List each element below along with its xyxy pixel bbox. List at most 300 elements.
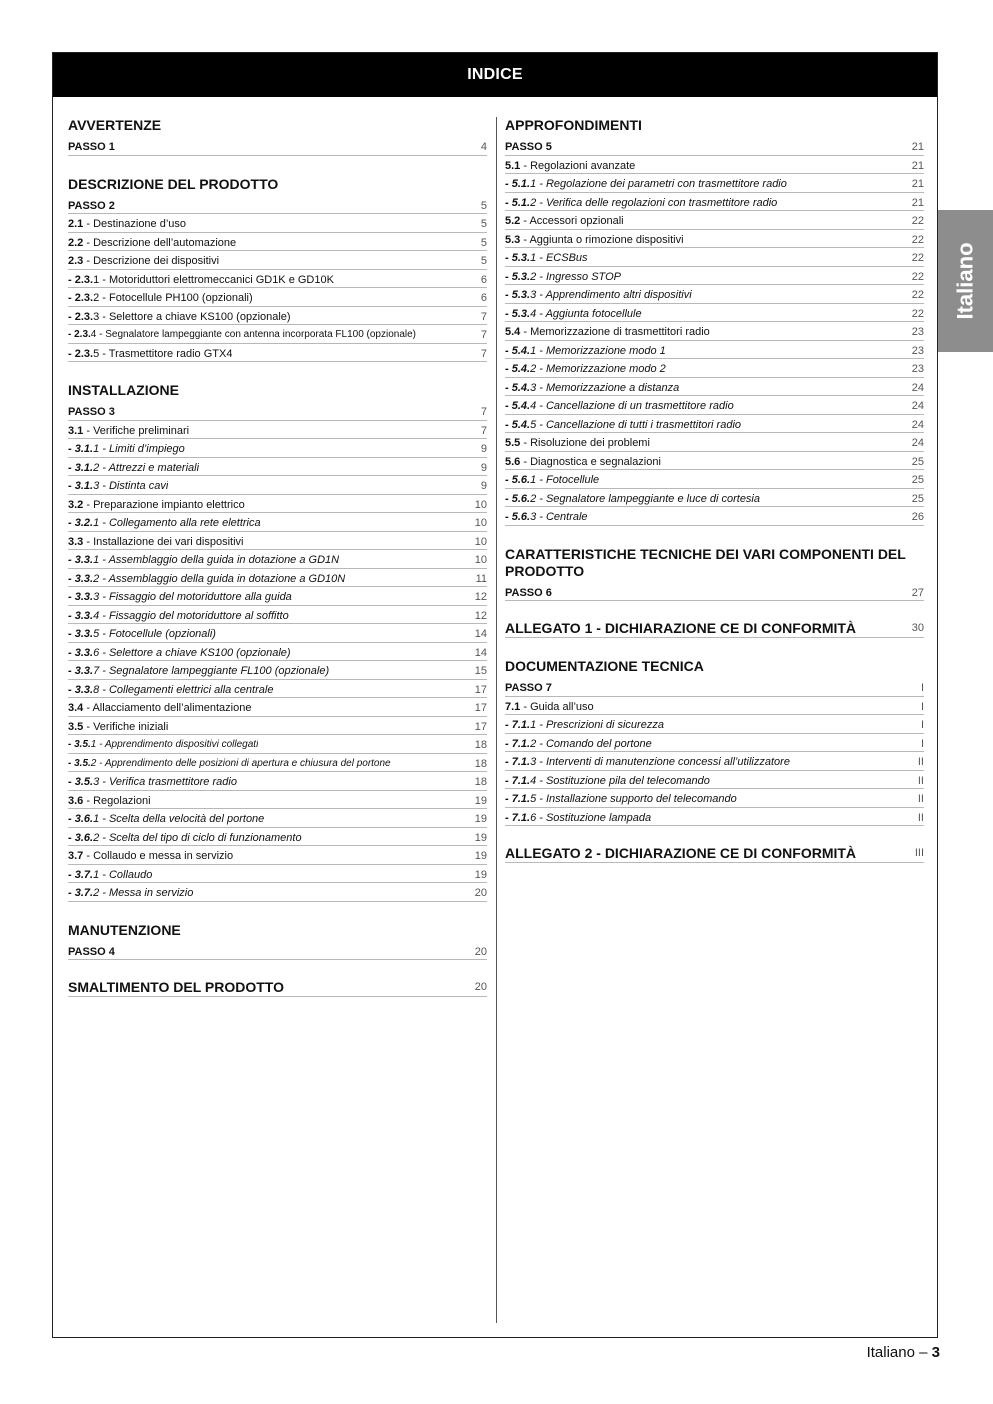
toc-entry-text: - Guida all’uso xyxy=(520,700,594,713)
toc-entry-number: 3.5 xyxy=(68,720,84,733)
toc-entry-label xyxy=(505,214,624,229)
toc-section-title: CARATTERISTICHE TECNICHE DEI VARI COMPONENTI DEL PRODOTTO xyxy=(505,545,906,579)
index-title: INDICE xyxy=(467,66,523,83)
toc-section-title-row[interactable] xyxy=(505,844,924,863)
toc-entry-number: - 7.1. xyxy=(505,811,531,824)
toc-section xyxy=(68,920,487,961)
toc-page-number: 26 xyxy=(911,511,924,523)
toc-page-number: 19 xyxy=(474,794,487,807)
toc-page-number: 9 xyxy=(480,461,487,474)
toc-section xyxy=(505,115,924,526)
toc-entry-row[interactable] xyxy=(68,717,487,736)
toc-page-number: 25 xyxy=(911,492,924,505)
toc-entry-row[interactable] xyxy=(505,752,924,771)
toc-entry-text: - Descrizione dell’automazione xyxy=(83,236,237,249)
toc-entry-row[interactable] xyxy=(505,211,924,230)
toc-step-row[interactable] xyxy=(68,942,487,961)
toc-step-row[interactable] xyxy=(505,137,924,156)
toc-entry-label xyxy=(505,251,588,266)
toc-entry-number: 3.2 xyxy=(68,498,84,511)
toc-page-number: 23 xyxy=(911,326,924,338)
toc-entry-number: 5.2 xyxy=(505,215,521,227)
toc-page-number: 10 xyxy=(474,535,487,548)
toc-entry-label xyxy=(68,646,291,661)
toc-entry-number: - 3.3. xyxy=(68,554,94,566)
toc-entry-text: 1 - Assemblaggio della guida in dotazione a GD1N xyxy=(93,554,340,566)
toc-entry-label xyxy=(505,344,666,359)
toc-entry-number: - 3.3. xyxy=(68,665,94,677)
toc-section xyxy=(505,844,924,863)
toc-section-title-row[interactable] xyxy=(505,619,924,638)
toc-entry-label xyxy=(68,849,233,864)
toc-entry-label xyxy=(505,718,664,733)
toc-page-number: 11 xyxy=(475,572,487,585)
toc-entry-number: 5.6 xyxy=(505,455,521,468)
toc-entry-row[interactable] xyxy=(68,307,487,326)
toc-entry-label xyxy=(505,159,635,174)
toc-entry-text: - Aggiunta o rimozione dispositivi xyxy=(520,233,684,246)
toc-entry-number: 3.3 xyxy=(68,535,84,548)
toc-entry-text: 2 - Fotocellule PH100 (opzionali) xyxy=(93,292,253,304)
toc-step-row[interactable] xyxy=(505,678,924,697)
toc-entry-row[interactable] xyxy=(505,174,924,193)
toc-entry-text: 3 - Apprendimento altri dispositivi xyxy=(530,289,692,301)
toc-page-number: 7 xyxy=(480,424,487,437)
toc-entry-row[interactable] xyxy=(68,325,487,344)
toc-entry-text: 2 - Messa in servizio xyxy=(93,887,194,899)
toc-entry-number: 2.2 xyxy=(68,236,84,249)
toc-entry-label xyxy=(68,310,291,325)
toc-entry-number: 5.5 xyxy=(505,437,521,449)
toc-entry-row[interactable] xyxy=(68,865,487,884)
toc-page-number: 22 xyxy=(911,270,924,283)
toc-entry-text: 2 - Segnalatore lampeggiante e luce di cortesia xyxy=(530,492,760,505)
toc-entry-label xyxy=(505,381,679,396)
toc-entry-number: - 5.1. xyxy=(505,178,531,190)
toc-page-number: 17 xyxy=(474,720,487,733)
toc-entry-row[interactable] xyxy=(68,532,487,551)
toc-page-number: 19 xyxy=(474,831,487,844)
toc-page-number: 20 xyxy=(474,981,487,993)
toc-entry-label xyxy=(68,273,334,288)
toc-entry-label xyxy=(68,217,186,232)
toc-entry-row[interactable] xyxy=(68,288,487,307)
toc-entry-label xyxy=(505,510,588,525)
toc-entry-label xyxy=(505,492,760,507)
toc-entry-number: 5.1 xyxy=(505,159,521,172)
toc-page-number: 25 xyxy=(911,474,924,486)
toc-entry-number: - 3.5. xyxy=(68,776,94,788)
toc-right-column xyxy=(505,115,924,881)
footer-dash: – xyxy=(914,1344,932,1361)
toc-entry-number: - 3.5. xyxy=(68,757,91,769)
toc-entry-number: 5.4 xyxy=(505,326,521,338)
toc-entry-label xyxy=(505,774,710,789)
toc-entry-text: - Verifiche iniziali xyxy=(83,720,169,733)
toc-section xyxy=(68,174,487,363)
toc-entry-number: - 2.3. xyxy=(68,347,94,360)
toc-entry-row[interactable] xyxy=(68,550,487,569)
toc-entry-row[interactable] xyxy=(505,489,924,508)
toc-entry-label xyxy=(505,737,652,752)
toc-step-label: PASSO 5 xyxy=(505,141,552,153)
toc-entry-label xyxy=(505,288,692,303)
toc-entry-number: - 7.1. xyxy=(505,793,531,805)
toc-entry-label xyxy=(68,831,302,846)
toc-entry-text: 1 - ECSBus xyxy=(530,252,588,264)
toc-entry-text: 1 - Prescrizioni di sicurezza xyxy=(530,719,664,731)
toc-page-number: I xyxy=(920,719,924,731)
toc-entry-text: 2 - Apprendimento delle posizioni di apertura e chiusura del portone xyxy=(90,757,391,769)
toc-entry-text: 5 - Trasmettitore radio GTX4 xyxy=(93,347,233,360)
toc-entry-text: 3 - Memorizzazione a distanza xyxy=(530,381,680,394)
toc-entry-row[interactable] xyxy=(505,396,924,415)
toc-entry-label xyxy=(68,738,258,753)
toc-page-number: 10 xyxy=(474,498,487,511)
toc-entry-text: 4 - Cancellazione di un trasmettitore radio xyxy=(530,400,734,412)
toc-entry-number: 5.3 xyxy=(505,233,521,246)
toc-entry-number: 3.7 xyxy=(68,850,84,862)
toc-page-number: 18 xyxy=(474,776,487,788)
language-side-tab xyxy=(938,210,993,352)
toc-entry-row[interactable] xyxy=(505,248,924,267)
toc-section-title: ALLEGATO 2 - DICHIARAZIONE CE DI CONFORMITÀ xyxy=(505,845,857,861)
toc-page-number: 20 xyxy=(474,945,487,958)
toc-page-number: I xyxy=(920,700,924,713)
toc-entry-label xyxy=(68,868,152,883)
toc-section-title: ALLEGATO 1 - DICHIARAZIONE CE DI CONFORMITÀ xyxy=(505,620,857,636)
toc-step-label: PASSO 7 xyxy=(505,682,552,694)
toc-entry-label xyxy=(68,236,236,251)
toc-section xyxy=(505,619,924,638)
toc-entry-label xyxy=(505,792,737,807)
toc-entry-row[interactable] xyxy=(505,359,924,378)
toc-section-title: DOCUMENTAZIONE TECNICA xyxy=(505,658,704,674)
toc-entry-number: - 5.4. xyxy=(505,400,531,412)
toc-entry-row[interactable] xyxy=(68,643,487,662)
toc-step-row[interactable] xyxy=(68,196,487,215)
toc-entry-number: - 5.6. xyxy=(505,492,531,505)
toc-entry-row[interactable] xyxy=(68,661,487,680)
toc-entry-text: 6 - Sostituzione lampada xyxy=(530,811,652,824)
toc-entry-row[interactable] xyxy=(68,233,487,252)
toc-entry-row[interactable] xyxy=(505,789,924,808)
toc-entry-number: - 3.7. xyxy=(68,868,94,881)
toc-page-number: 10 xyxy=(474,554,487,566)
toc-page-number: 14 xyxy=(474,628,487,640)
toc-entry-text: - Regolazioni avanzate xyxy=(520,159,636,172)
toc-page-number: 15 xyxy=(474,665,487,677)
toc-entry-row[interactable] xyxy=(68,624,487,643)
toc-entry-number: 3.6 xyxy=(68,794,84,807)
toc-entry-row[interactable] xyxy=(68,791,487,810)
toc-entry-text: 1 - Fotocellule xyxy=(530,474,600,486)
toc-entry-row[interactable] xyxy=(505,697,924,716)
toc-entry-label xyxy=(68,886,193,901)
toc-entry-row[interactable] xyxy=(68,270,487,289)
toc-page-number: 21 xyxy=(911,141,924,153)
toc-entry-number: 3.4 xyxy=(68,702,84,714)
toc-page-number: 7 xyxy=(480,310,487,323)
toc-entry-row[interactable] xyxy=(505,470,924,489)
toc-page-number: 10 xyxy=(474,517,487,529)
toc-page-number: 19 xyxy=(474,868,487,881)
toc-entry-row[interactable] xyxy=(505,304,924,323)
toc-entry-number: - 5.3. xyxy=(505,252,531,264)
toc-entry-text: - Installazione dei vari dispositivi xyxy=(83,535,244,548)
toc-entry-text: 4 - Sostituzione pila del telecomando xyxy=(530,774,710,787)
toc-page-number: 5 xyxy=(480,218,487,230)
toc-entry-label xyxy=(68,461,199,476)
toc-page-number: 22 xyxy=(911,307,924,320)
toc-entry-text: - Collaudo e messa in servizio xyxy=(83,850,234,862)
toc-entry-number: - 3.3. xyxy=(68,609,94,622)
toc-entry-row[interactable] xyxy=(505,322,924,341)
toc-page-number: 5 xyxy=(480,255,487,267)
toc-entry-label xyxy=(505,473,599,488)
toc-entry-number: - 5.4. xyxy=(505,363,531,375)
toc-section-title: MANUTENZIONE xyxy=(68,921,181,938)
toc-entry-text: 1 - Motoriduttori elettromeccanici GD1K e GD10K xyxy=(93,273,334,286)
toc-entry-label xyxy=(68,516,261,531)
toc-page-number: 6 xyxy=(480,273,487,286)
toc-entry-row[interactable] xyxy=(505,193,924,212)
toc-entry-row[interactable] xyxy=(505,267,924,286)
toc-page-number: II xyxy=(917,756,924,768)
toc-section-title: DESCRIZIONE DEL PRODOTTO xyxy=(68,175,279,192)
toc-entry-row[interactable] xyxy=(505,230,924,249)
toc-entry-text: - Destinazione d’uso xyxy=(83,218,187,230)
toc-entry-row[interactable] xyxy=(68,680,487,699)
toc-entry-number: - 3.2. xyxy=(68,517,94,529)
toc-entry-text: - Allacciamento dell’alimentazione xyxy=(83,702,252,714)
toc-entry-row[interactable] xyxy=(505,715,924,734)
toc-entry-label xyxy=(68,590,292,605)
toc-section xyxy=(68,978,487,997)
column-divider xyxy=(496,117,497,1323)
toc-entry-number: - 2.3. xyxy=(68,329,91,340)
toc-section xyxy=(505,544,924,602)
toc-entry-row[interactable] xyxy=(505,341,924,360)
toc-entry-number: - 3.5. xyxy=(68,739,91,750)
toc-entry-label xyxy=(68,794,151,809)
toc-entry-row[interactable] xyxy=(68,754,487,773)
toc-entry-label xyxy=(505,811,651,826)
toc-page-number: 22 xyxy=(911,289,924,301)
toc-entry-number: - 7.1. xyxy=(505,756,531,768)
toc-entry-text: 1 - Collegamento alla rete elettrica xyxy=(93,517,261,529)
toc-entry-row[interactable] xyxy=(505,734,924,753)
toc-entry-label xyxy=(68,609,289,624)
toc-step-label: PASSO 3 xyxy=(68,406,115,418)
toc-entry-text: 5 - Installazione supporto del telecomando xyxy=(530,793,737,805)
toc-step-label: PASSO 6 xyxy=(505,586,552,599)
toc-entry-number: - 5.6. xyxy=(505,511,531,523)
toc-page-number: 5 xyxy=(480,236,487,249)
toc-entry-row[interactable] xyxy=(505,507,924,526)
toc-entry-label xyxy=(505,436,650,451)
toc-entry-number: - 3.1. xyxy=(68,443,94,455)
toc-entry-text: 3 - Interventi di manutenzione concessi all’utilizzatore xyxy=(530,756,790,768)
toc-entry-row[interactable] xyxy=(68,421,487,440)
toc-entry-number: - 3.3. xyxy=(68,591,94,603)
toc-entry-row[interactable] xyxy=(505,433,924,452)
language-side-label: Italiano xyxy=(952,242,978,320)
toc-page-number: 27 xyxy=(911,586,924,599)
toc-entry-row[interactable] xyxy=(505,285,924,304)
toc-entry-label xyxy=(68,701,251,716)
toc-page-number: 24 xyxy=(911,437,924,449)
footer-page-number: 3 xyxy=(931,1344,940,1361)
toc-entry-text: - Preparazione impianto elettrico xyxy=(83,498,245,511)
toc-entry-row[interactable] xyxy=(68,772,487,791)
toc-entry-row[interactable] xyxy=(68,606,487,625)
toc-entry-text: 2 - Scelta del tipo di ciclo di funzionamento xyxy=(93,831,302,844)
toc-entry-row[interactable] xyxy=(68,735,487,754)
toc-entry-text: 3 - Distinta cavi xyxy=(93,480,169,492)
toc-page-number: II xyxy=(917,774,924,787)
toc-entry-label xyxy=(68,553,339,568)
toc-page-number: 7 xyxy=(480,329,487,341)
toc-section xyxy=(68,380,487,902)
toc-entry-number: - 5.4. xyxy=(505,344,531,357)
toc-entry-text: 5 - Fotocellule (opzionali) xyxy=(93,628,216,640)
toc-page-number: 18 xyxy=(474,757,487,770)
toc-page-number: 25 xyxy=(911,455,924,468)
toc-entry-row[interactable] xyxy=(68,439,487,458)
toc-entry-text: 1 - Memorizzazione modo 1 xyxy=(530,344,666,357)
toc-entry-row[interactable] xyxy=(68,883,487,902)
toc-entry-label xyxy=(68,683,273,698)
toc-entry-label xyxy=(68,572,345,587)
toc-entry-row[interactable] xyxy=(68,495,487,514)
toc-entry-number: - 5.4. xyxy=(505,418,531,431)
toc-entry-row[interactable] xyxy=(68,458,487,477)
toc-entry-row[interactable] xyxy=(505,808,924,827)
toc-entry-label xyxy=(505,455,661,470)
toc-entry-text: 3 - Verifica trasmettitore radio xyxy=(93,776,237,788)
toc-entry-text: 2 - Attrezzi e materiali xyxy=(93,461,200,474)
toc-entry-text: 3 - Centrale xyxy=(530,511,588,523)
toc-entry-text: 3 - Fissaggio del motoriduttore alla guida xyxy=(93,591,292,603)
toc-entry-row[interactable] xyxy=(68,513,487,532)
toc-entry-label xyxy=(505,325,710,340)
toc-entry-row[interactable] xyxy=(505,452,924,471)
toc-page-number: 21 xyxy=(911,178,924,190)
toc-page-number: II xyxy=(917,811,924,824)
toc-entry-number: 2.3 xyxy=(68,255,84,267)
toc-entry-row[interactable] xyxy=(68,344,487,363)
toc-entry-text: 7 - Segnalatore lampeggiante FL100 (opzionale) xyxy=(93,665,330,677)
toc-entry-number: - 7.1. xyxy=(505,719,531,731)
toc-entry-number: - 3.7. xyxy=(68,887,94,899)
toc-section-title: AVVERTENZE xyxy=(68,117,162,133)
toc-page-number: I xyxy=(920,682,924,694)
toc-entry-row[interactable] xyxy=(505,771,924,790)
toc-entry-number: - 5.1. xyxy=(505,196,531,209)
toc-entry-number: - 5.3. xyxy=(505,270,531,283)
toc-entry-row[interactable] xyxy=(505,378,924,397)
toc-entry-number: - 5.4. xyxy=(505,381,531,394)
toc-entry-label xyxy=(68,442,185,457)
toc-entry-label xyxy=(68,424,189,439)
toc-step-label: PASSO 4 xyxy=(68,945,115,958)
toc-section xyxy=(505,656,924,826)
toc-entry-text: 1 - Collaudo xyxy=(93,868,153,881)
toc-entry-label xyxy=(505,307,642,322)
toc-page-number: 22 xyxy=(911,233,924,246)
toc-page-number: 23 xyxy=(911,344,924,357)
toc-page-number: 22 xyxy=(911,215,924,227)
toc-section xyxy=(68,115,487,156)
toc-page-number: 20 xyxy=(474,887,487,899)
toc-entry-number: - 5.6. xyxy=(505,474,531,486)
toc-page-number: 12 xyxy=(474,609,487,622)
toc-section-title-row[interactable] xyxy=(68,978,487,997)
toc-entry-text: 4 - Aggiunta fotocellule xyxy=(530,307,642,320)
toc-entry-row[interactable] xyxy=(505,415,924,434)
toc-entry-text: 6 - Selettore a chiave KS100 (opzionale) xyxy=(93,646,291,659)
toc-entry-label xyxy=(505,196,777,211)
toc-section-title: APPROFONDIMENTI xyxy=(505,117,642,133)
toc-page-number: 9 xyxy=(480,443,487,455)
toc-entry-label xyxy=(68,498,245,513)
toc-entry-label xyxy=(68,479,168,494)
toc-entry-text: 1 - Regolazione dei parametri con trasmettitore radio xyxy=(530,178,787,190)
toc-entry-row[interactable] xyxy=(68,809,487,828)
toc-page-number: 6 xyxy=(480,292,487,304)
toc-entry-row[interactable] xyxy=(68,214,487,233)
toc-entry-row[interactable] xyxy=(68,698,487,717)
toc-left-column xyxy=(68,115,487,1015)
toc-page-number: 30 xyxy=(911,622,924,634)
toc-entry-number: 2.1 xyxy=(68,218,84,230)
toc-entry-text: 5 - Cancellazione di tutti i trasmettitori radio xyxy=(530,418,742,431)
toc-entry-label xyxy=(68,328,416,343)
toc-entry-text: 1 - Apprendimento dispositivi collegati xyxy=(90,739,259,750)
toc-step-row[interactable] xyxy=(68,137,487,156)
toc-page-number: 22 xyxy=(911,252,924,264)
toc-entry-text: - Verifiche preliminari xyxy=(83,424,190,437)
toc-entry-text: - Risoluzione dei problemi xyxy=(520,437,650,449)
toc-entry-label xyxy=(68,347,232,362)
toc-entry-number: - 3.3. xyxy=(68,628,94,640)
toc-page-number: III xyxy=(914,847,924,859)
toc-page-number: 9 xyxy=(480,480,487,492)
toc-step-row[interactable] xyxy=(505,583,924,602)
toc-entry-label xyxy=(68,757,391,772)
toc-page-number: 7 xyxy=(480,347,487,360)
toc-entry-row[interactable] xyxy=(505,156,924,175)
toc-entry-row[interactable] xyxy=(68,569,487,588)
toc-entry-label xyxy=(68,254,219,269)
toc-entry-row[interactable] xyxy=(68,587,487,606)
toc-entry-row[interactable] xyxy=(68,476,487,495)
toc-entry-row[interactable] xyxy=(68,251,487,270)
toc-entry-text: 2 - Comando del portone xyxy=(530,737,652,750)
toc-page-number: II xyxy=(917,793,924,805)
toc-page-number: 23 xyxy=(911,363,924,375)
footer-language: Italiano xyxy=(866,1344,915,1361)
toc-entry-row[interactable] xyxy=(68,828,487,847)
toc-entry-number: - 2.3. xyxy=(68,273,94,286)
toc-step-row[interactable] xyxy=(68,402,487,421)
toc-entry-text: 2 - Assemblaggio della guida in dotazione a GD10N xyxy=(93,572,346,585)
toc-entry-text: 1 - Limiti d’impiego xyxy=(93,443,185,455)
toc-entry-row[interactable] xyxy=(68,846,487,865)
page-footer xyxy=(867,1344,940,1361)
toc-page-number: I xyxy=(920,737,924,750)
